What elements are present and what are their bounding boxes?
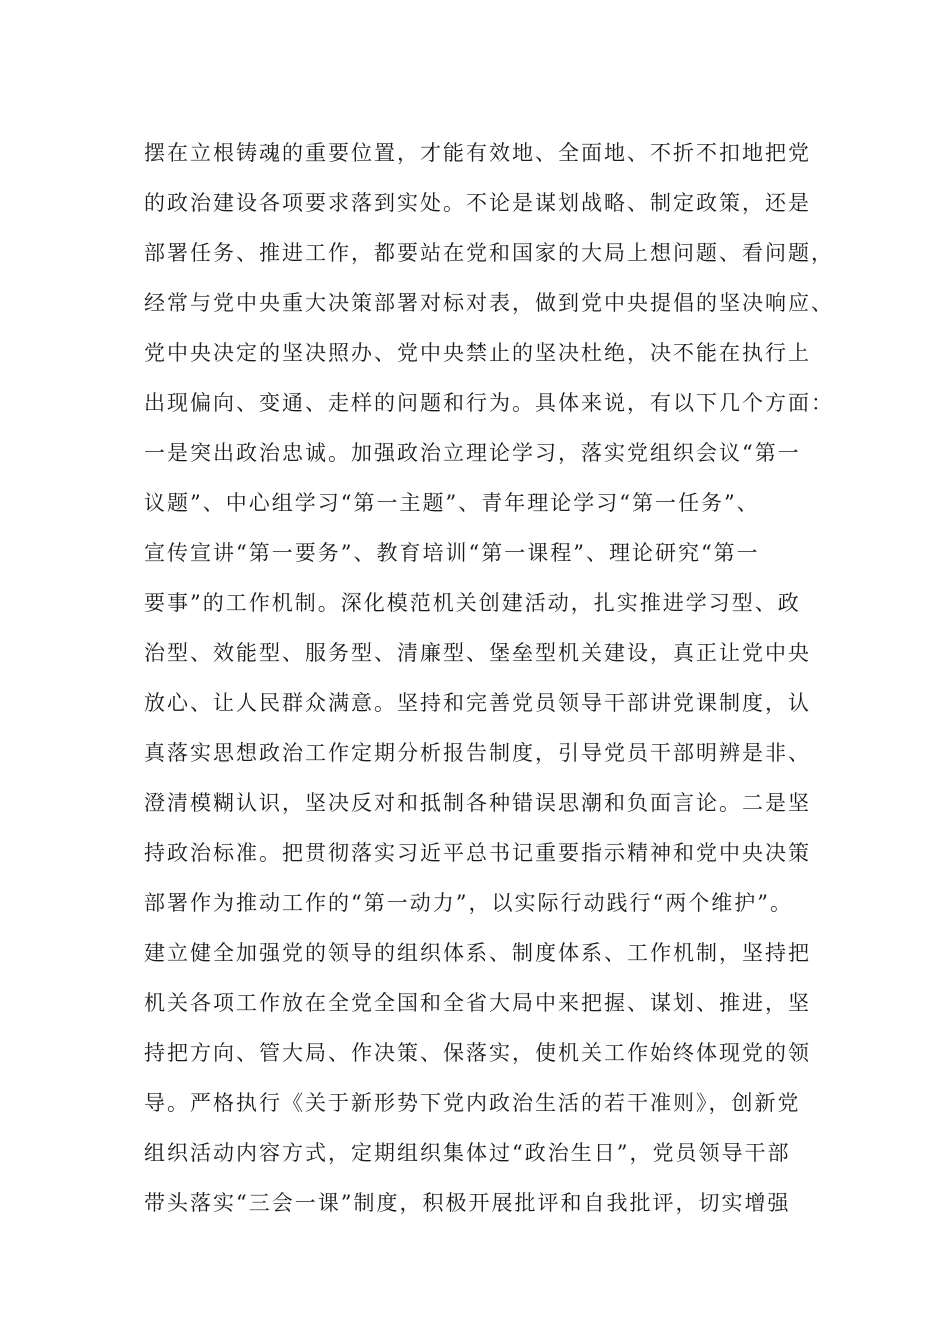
text-line: 一是突出政治忠诚。加强政治立理论学习，落实党组织会议“第一 [144, 441, 801, 465]
text-line: 出现偏向、变通、走样的问题和行为。具体来说，有以下几个方面： [144, 391, 834, 415]
text-line: 要事”的工作机制。深化模范机关创建活动，扎实推进学习型、政 [144, 591, 801, 615]
text-line: 导。严格执行《关于新形势下党内政治生活的若干准则》，创新党 [144, 1091, 801, 1115]
body-text [144, 128, 834, 1228]
text-line: 摆在立根铸魂的重要位置，才能有效地、全面地、不折不扣地把党 [144, 141, 811, 165]
text-line: 机关各项工作放在全党全国和全省大局中来把握、谋划、推进，坚 [144, 991, 811, 1015]
text-line: 带头落实“三会一课”制度，积极开展批评和自我批评，切实增强 [144, 1191, 791, 1215]
text-line: 的政治建设各项要求落到实处。不论是谋划战略、制定政策，还是 [144, 191, 811, 215]
text-line: 澄清模糊认识，坚决反对和抵制各种错误思潮和负面言论。二是坚 [144, 791, 811, 815]
text-line: 部署作为推动工作的“第一动力”，以实际行动践行“两个维护”。 [144, 891, 793, 915]
text-line: 议题”、中心组学习“第一主题”、青年理论学习“第一任务”、 [144, 491, 760, 515]
text-line: 持政治标准。把贯彻落实习近平总书记重要指示精神和党中央决策 [144, 841, 811, 865]
text-line: 宣传宣讲“第一要务”、教育培训“第一课程”、理论研究“第一 [144, 541, 760, 565]
text-line: 组织活动内容方式，定期组织集体过“政治生日”，党员领导干部 [144, 1141, 791, 1165]
text-line: 放心、让人民群众满意。坚持和完善党员领导干部讲党课制度，认 [144, 691, 811, 715]
text-line: 治型、效能型、服务型、清廉型、堡垒型机关建设，真正让党中央 [144, 641, 811, 665]
text-line: 真落实思想政治工作定期分析报告制度，引导党员干部明辨是非、 [144, 741, 811, 765]
text-line: 部署任务、推进工作，都要站在党和国家的大局上想问题、看问题， [144, 241, 834, 265]
text-line: 经常与党中央重大决策部署对标对表，做到党中央提倡的坚决响应、 [144, 291, 834, 315]
text-line: 党中央决定的坚决照办、党中央禁止的坚决杜绝，决不能在执行上 [144, 341, 811, 365]
text-line: 持把方向、管大局、作决策、保落实，使机关工作始终体现党的领 [144, 1041, 811, 1065]
text-line: 建立健全加强党的领导的组织体系、制度体系、工作机制，坚持把 [144, 941, 811, 965]
